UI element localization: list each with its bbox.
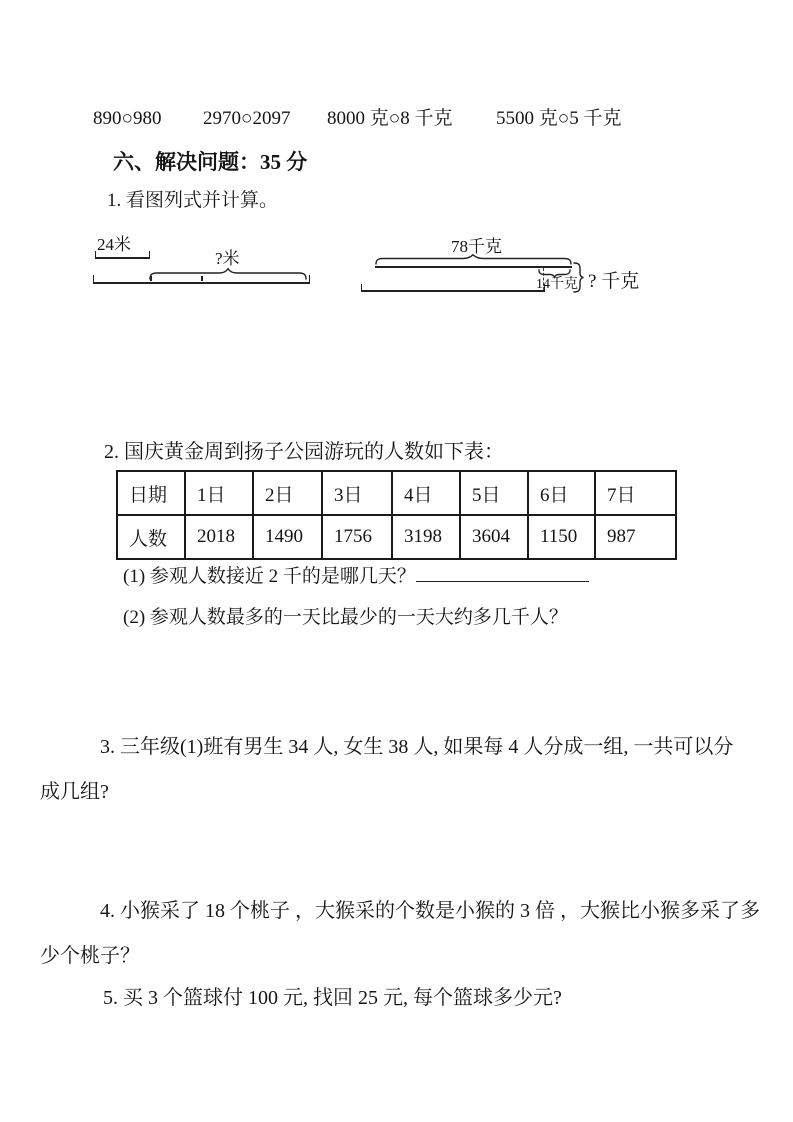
table-cell: 5日: [460, 471, 528, 515]
problem-3-line2: 成几组?: [40, 781, 109, 803]
answer-blank: [416, 564, 589, 582]
problem-4-line2: 少个桃子？: [40, 945, 140, 967]
lower-bar: [361, 284, 545, 292]
table-cell: 6日: [528, 471, 595, 515]
section-title: 六、解决问题：35 分: [113, 150, 308, 174]
table-cell: 日期: [117, 471, 185, 515]
visitors-table: [116, 470, 677, 560]
table-row-counts: [117, 515, 676, 559]
table-cell: 人数: [117, 515, 185, 559]
total-bar: [93, 275, 310, 284]
right-brace-icon: [573, 262, 584, 293]
division-tick: [201, 276, 203, 281]
table-cell: 1日: [185, 471, 253, 515]
difference-weight-label: 14千克: [536, 277, 578, 292]
question-length-label: ?米: [215, 249, 240, 268]
problem-3-line1: 3. 三年级(1)班有男生 34 人, 女生 38 人, 如果每 4 人分成一组, 一共可以分: [100, 736, 734, 758]
bar-diagram-left: [75, 232, 340, 292]
table-cell: 2日: [253, 471, 322, 515]
table-cell: 1756: [322, 515, 392, 559]
bar-diagram-right: [355, 237, 660, 297]
table-cell: 3198: [392, 515, 460, 559]
problem-2-label: 2. 国庆黄金周到扬子公园游玩的人数如下表：: [104, 441, 504, 463]
question-weight-label: ? 千克: [588, 271, 640, 292]
table-cell: 3604: [460, 515, 528, 559]
overbrace-icon: [375, 254, 572, 264]
problem-1-label: 1. 看图列式并计算。: [107, 190, 279, 211]
problem-2-sub1-text: (1) 参观人数接近 2 千的是哪几天？: [123, 566, 416, 587]
problem-5-label: 5. 买 3 个篮球付 100 元, 找回 25 元, 每个篮球多少元?: [103, 987, 562, 1009]
problem-2-sub2: (2) 参观人数最多的一天比最少的一天大约多几千人？: [123, 607, 568, 628]
total-weight-label: 78千克: [451, 237, 502, 256]
comparison-item-4: 5500 克○5 千克: [496, 108, 622, 129]
division-tick: [150, 276, 152, 281]
table-cell: 1150: [528, 515, 595, 559]
comparison-item-3: 8000 克○8 千克: [327, 108, 453, 129]
problem-2-sub1: [123, 564, 589, 588]
comparison-item-2: 2970○2097: [203, 108, 291, 129]
segment-length-label: 24米: [97, 235, 131, 254]
comparison-item-1: 890○980: [93, 108, 162, 129]
table-cell: 7日: [595, 471, 676, 515]
problem-4-line1: 4. 小猴采了 18 个桃子 ，大猴采的个数是小猴的 3 倍 ，大猴比小猴多采了多: [100, 900, 760, 922]
table-cell: 3日: [322, 471, 392, 515]
table-cell: 1490: [253, 515, 322, 559]
table-cell: 2018: [185, 515, 253, 559]
table-row-dates: [117, 471, 676, 515]
table-cell: 4日: [392, 471, 460, 515]
segment-bar: [95, 251, 150, 259]
table-cell: 987: [595, 515, 676, 559]
